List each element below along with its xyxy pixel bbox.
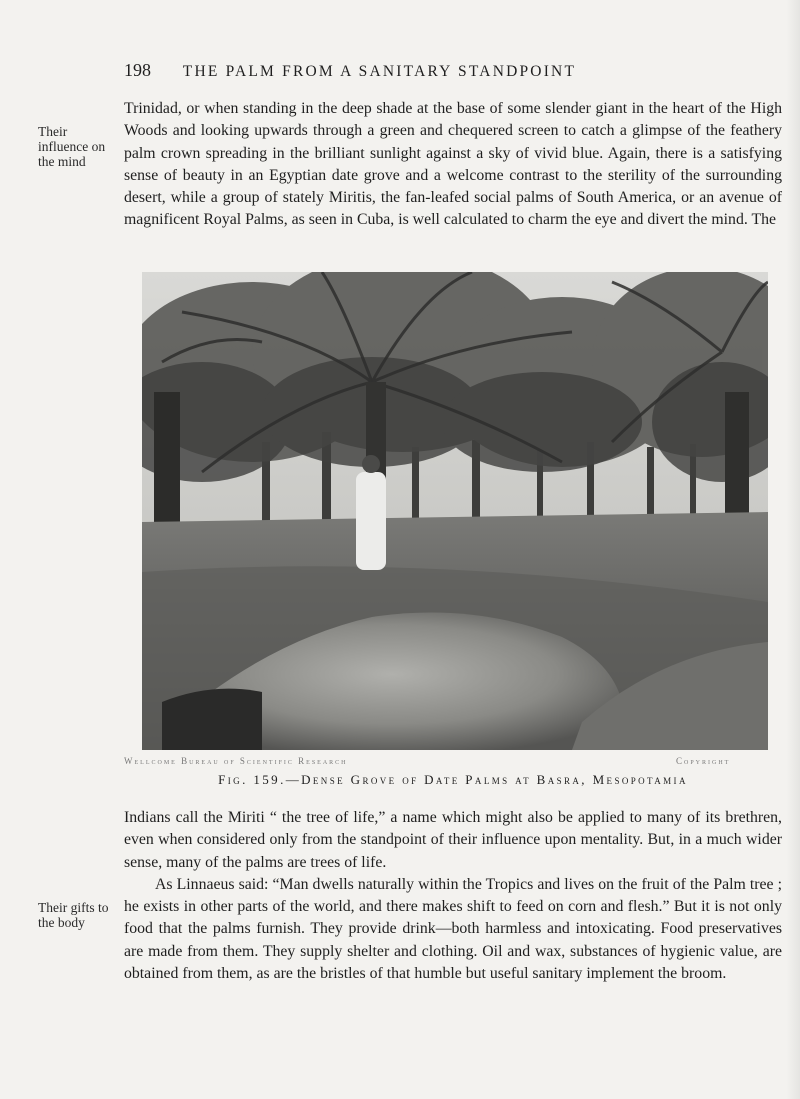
paragraph-bottom [124,807,782,985]
figure-caption: Fig. 159.—Dense Grove of Date Palms at Basra, Mesopotamia [218,772,688,787]
running-title: THE PALM FROM A SANITARY STANDPOINT [182,63,577,80]
paragraph-top [124,98,782,232]
page-number: 198 [124,60,151,80]
photo-credit-left: Wellcome Bureau of Scientific Research [124,756,348,766]
paragraph-3: As Linnaeus said: “Man dwells naturally within the Tropics and lives on the fruit of the Palm tree ; he exists in other parts of the world, and there makes shift to feed on corn and flesh.” But it is not only food that the palms furnish. They provide drink—both harmless and intoxicating. Food preservatives are made from them. They supply shelter and clothing. Oil and wax, substances of hygienic value, are obtained from them, as are the bristles of that humble but useful sanitary implement the broom. [124,875,782,983]
page-edge-shadow [786,0,800,1099]
paragraph-1: Trinidad, or when standing in the deep shade at the base of some slender giant in the heart of the High Woods and looking upwards through a green and chequered screen to catch a glimpse of the feathery palm crown spreading in the brilliant sunlight against a sky of vivid blue. Again, there is a satisfying sense of beauty in an Egyptian date grove and a welcome contrast to the sterility of the surrounding desert, while a group of stately Miritis, the fan-leafed social palms of South America, or an avenue of magnificent Royal Palms, as seen in Cuba, is well calculated to charm the eye and divert the mind. The [124,100,782,229]
date-palm-grove-photo [142,272,768,750]
running-header [124,60,784,81]
paragraph-2: Indians call the Miriti “ the tree of life,” a name which might also be applied to many of its brethren, even when considered only from the standpoint of their influence upon mentality. But, in a much wider sense, many of the palms are trees of life. [124,809,782,871]
figure-photo [142,272,768,750]
margin-note-gifts: Their gifts to the body [38,900,109,930]
margin-note-influence: Their influence on the mind [38,124,106,169]
photo-credit-right: Copyright [676,756,731,766]
